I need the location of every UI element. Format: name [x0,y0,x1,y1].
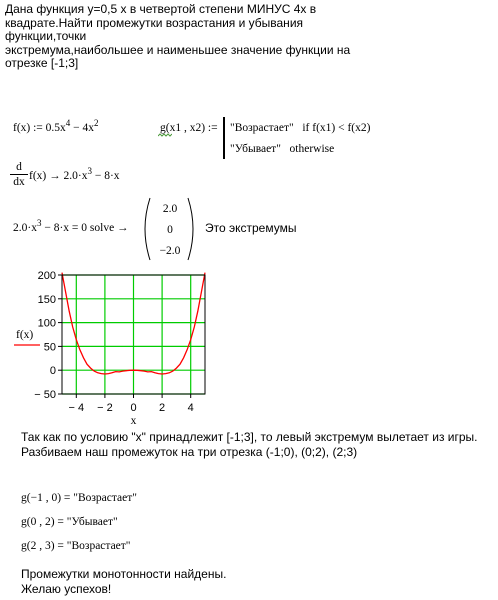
evaluation-2-value: "Убывает" [66,516,118,528]
x-tick-label: − 4 [68,402,85,414]
y-tick-label: 0 [49,365,56,378]
y-axis-label: f(x) [16,329,34,341]
y-tick-label: 50 [43,341,56,354]
plot-tick-labels [34,270,193,414]
root-1: 2.0 [162,203,178,215]
solve-exponent: 3 [36,218,42,228]
function-definition[interactable] [13,118,99,134]
x-tick-label: 2 [159,402,166,414]
derivative-operator [10,161,28,188]
g-case-2-value: "Убывает" [230,143,281,155]
f-lhs: f(x) := 0.5x [13,122,66,134]
evaluation-1-expr: g(−1 , 0) = [21,492,74,504]
root-2: 0 [167,224,173,236]
y-tick-label: 100 [37,317,56,330]
f-exponent-2: 2 [94,118,99,128]
problem-statement: Дана функция y=0,5 x в четвертой степени МИНУС 4x в квадрате.Найти промежутки возрастания и убывания функции,точки экстремума,наибольшее и наименьшее значение функции на отрезке [-1;3] [5,2,351,70]
plot-frame [58,275,205,398]
derivative-numerator: d [16,161,22,173]
root-vector [154,199,186,262]
f-minus-term: − 4x [70,122,95,134]
function-plot[interactable] [0,265,240,425]
derivative-denominator: dx [13,176,25,188]
conclusion-line-1: Так как по условию "x" принадлежит [-1;3], то левый экстремум вылетает из игры. [21,430,478,444]
evaluation-1-value: "Возрастает" [73,492,137,504]
g-lhs[interactable]: g(x1 , x2) := [160,122,218,134]
plot-grid [62,275,205,394]
derivative-exponent: 3 [87,166,92,176]
x-axis-label: x [130,415,137,425]
g-case-1 [230,122,370,134]
evaluation-3[interactable] [21,540,131,552]
g-case-2-condition: otherwise [289,143,335,155]
y-tick-label: − 50 [34,389,56,401]
root-3: −2.0 [159,245,181,257]
f-exponent-4: 4 [65,118,71,128]
fraction-line [10,174,28,175]
evaluation-3-value: "Возрастает" [66,540,131,552]
solve-expression[interactable] [13,218,129,234]
closing-line-1: Промежутки монотонности найдены. [21,567,227,581]
closing-line-2: Желаю успехов! [21,582,112,596]
evaluation-1[interactable] [21,492,137,504]
derivative-expression[interactable] [29,166,120,182]
conclusion-line-2: Разбиваем наш промежуток на три отрезка (-1;0), (0;2), (2;3) [21,445,358,459]
solve-lhs-b: − 8·x = 0 solve → [41,222,129,234]
g-case-1-condition: if f(x1) < f(x2) [302,122,371,134]
evaluation-3-expr: g(2 , 3) = [21,540,67,552]
evaluation-2-expr: g(0 , 2) = [21,516,67,528]
x-tick-label: 4 [187,402,194,414]
g-case-2 [230,143,334,155]
derivative-tail: − 8·x [91,170,120,182]
y-tick-label: 200 [37,270,56,282]
solve-lhs-a: 2.0·x [13,222,37,234]
piecewise-bracket [223,117,225,159]
x-tick-label: − 2 [97,402,113,414]
extremum-comment: Это экстремумы [205,221,297,235]
evaluation-2[interactable] [21,516,118,528]
x-tick-label: 0 [130,402,137,414]
derivative-expr: f(x) → 2.0·x [29,170,88,182]
g-case-1-value: "Возрастает" [230,122,294,134]
y-tick-label: 150 [37,293,56,306]
